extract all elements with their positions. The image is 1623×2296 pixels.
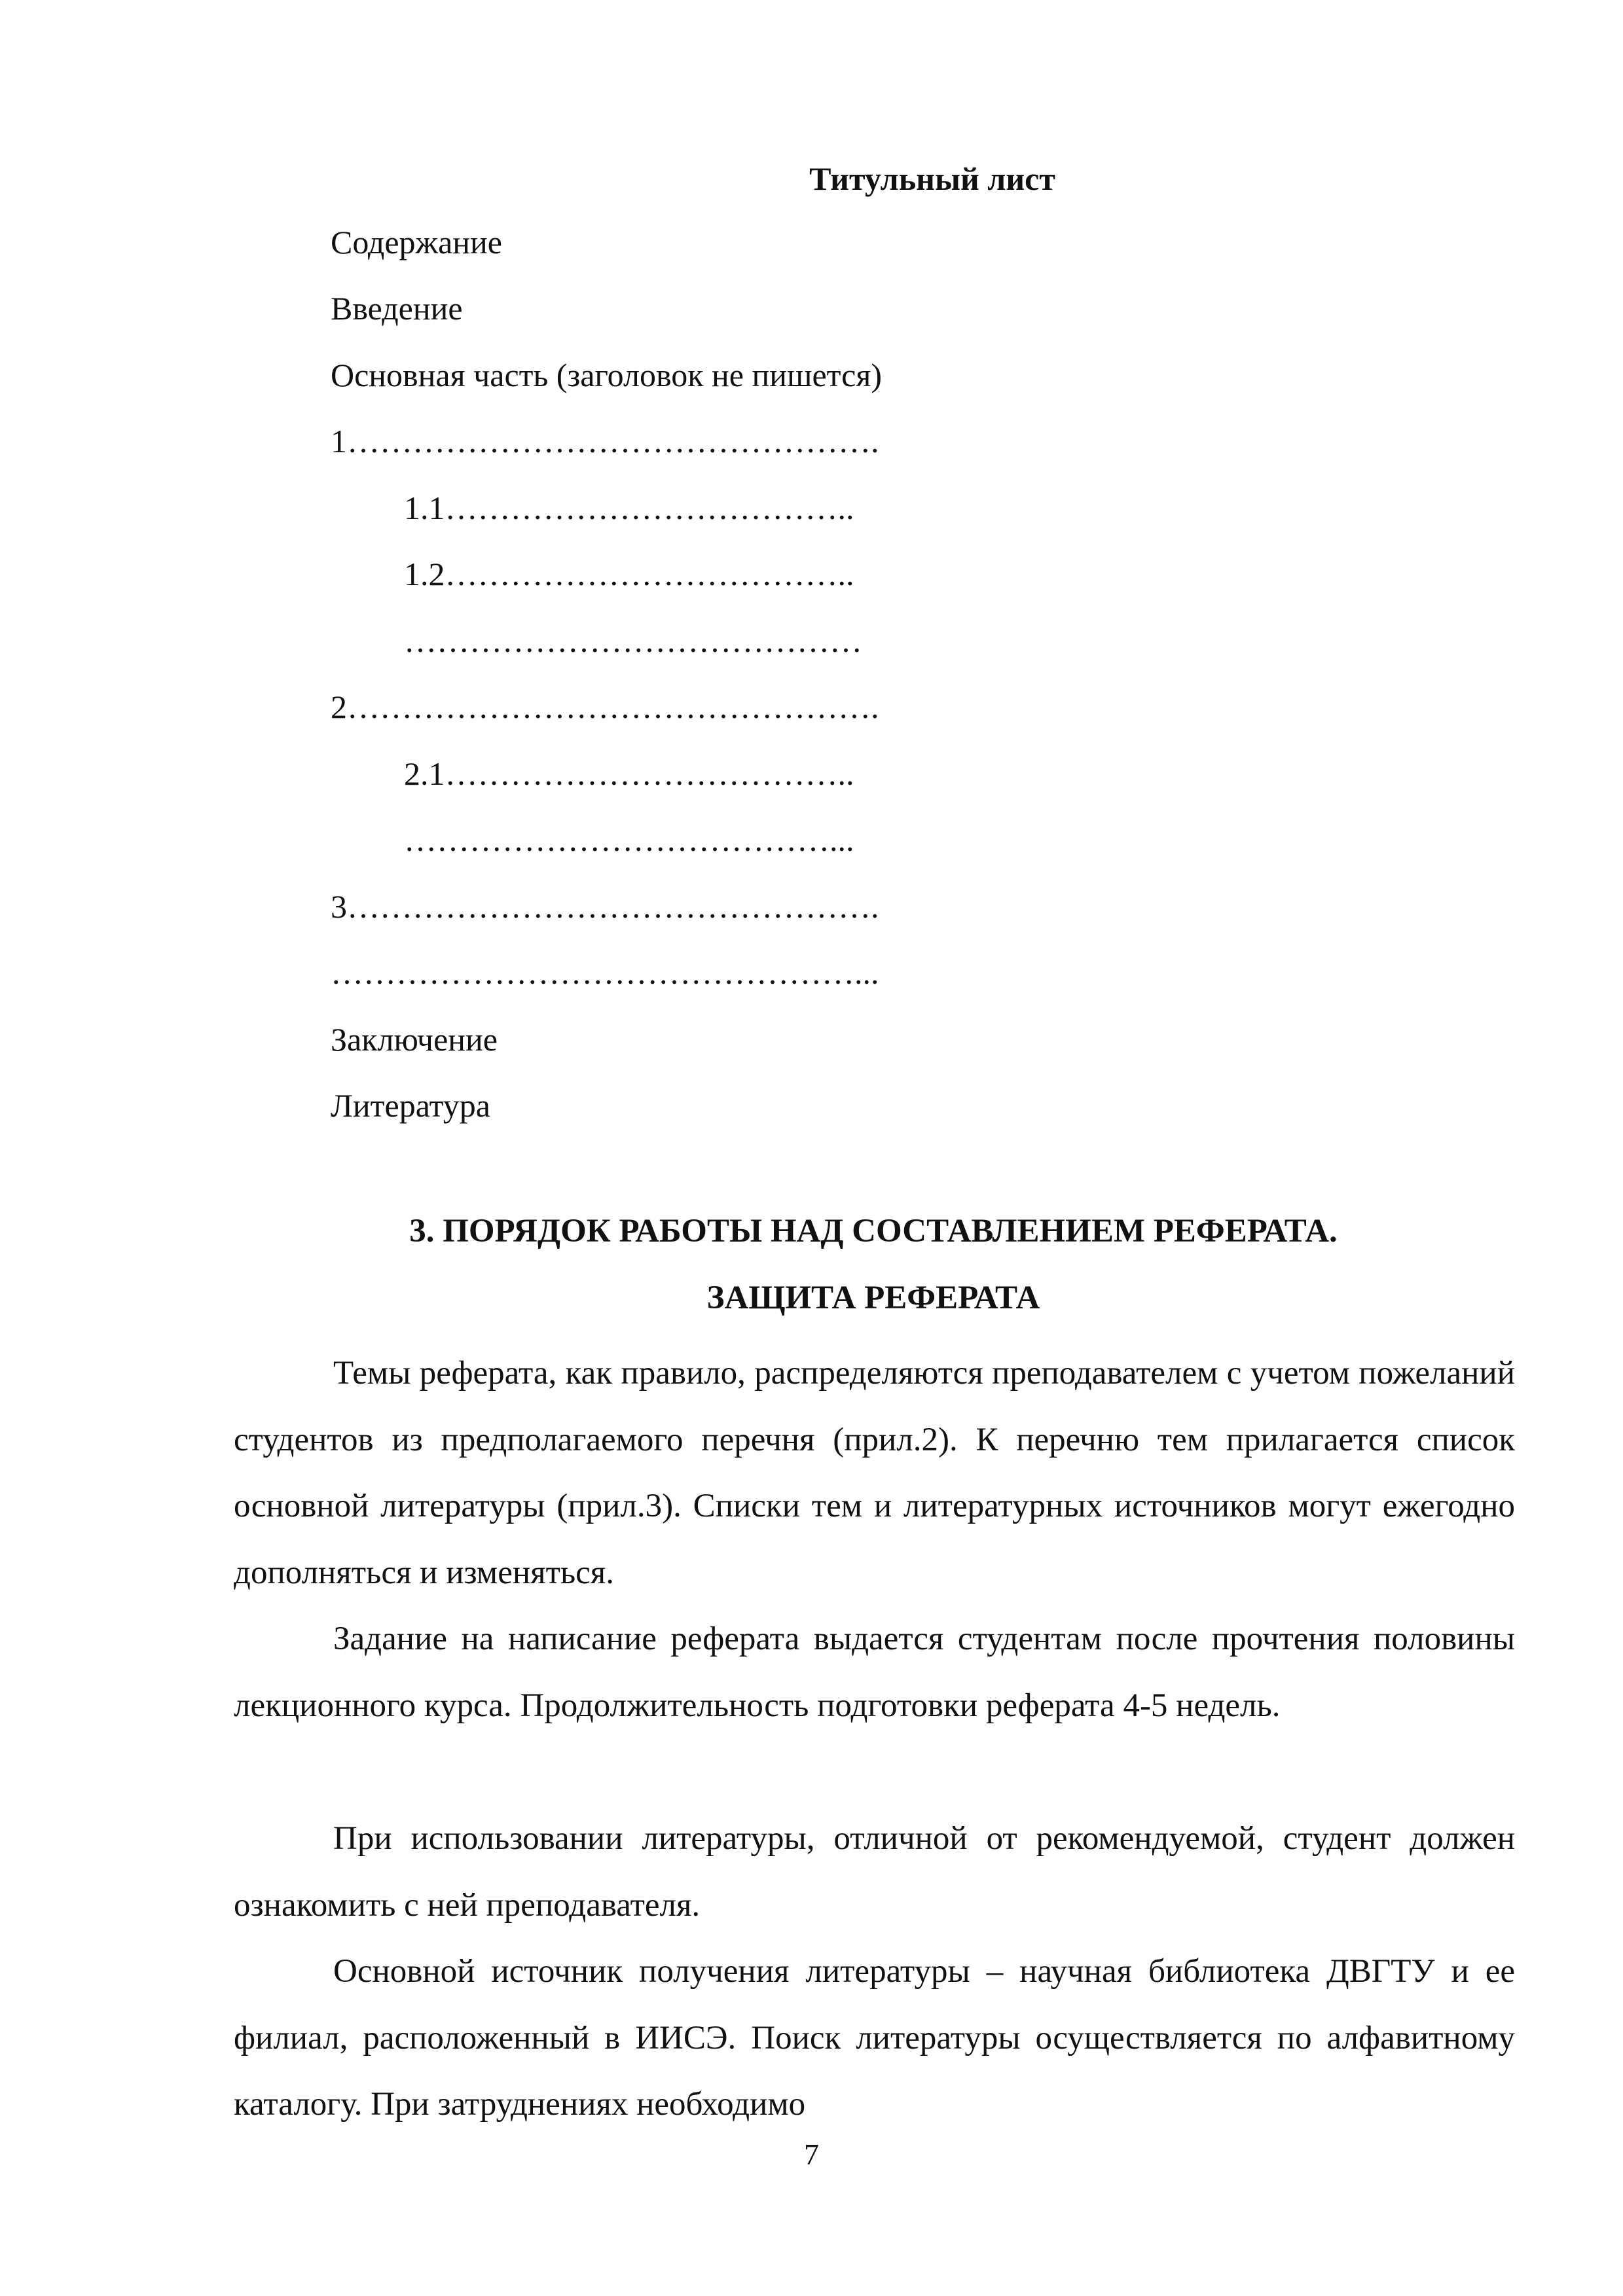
section-heading-line-2: ЗАЩИТА РЕФЕРАТА bbox=[706, 1280, 1040, 1316]
toc-item-section-1-2: 1.2……………………………….. bbox=[404, 556, 854, 592]
toc-item-main-part: Основная часть (заголовок не пишется) bbox=[331, 357, 882, 393]
toc-item-section-2-1: 2.1……………………………….. bbox=[404, 755, 854, 792]
page-number: 7 bbox=[804, 2138, 819, 2171]
toc-item-section-2-more: …………………………………... bbox=[404, 821, 854, 858]
section-heading-line-1: 3. ПОРЯДОК РАБОТЫ НАД СОСТАВЛЕНИЕМ РЕФЕРАТА. bbox=[409, 1213, 1338, 1249]
toc-item-section-1-1: 1.1……………………………….. bbox=[404, 490, 854, 526]
toc-item-section-1-more: …………………………………… bbox=[404, 622, 862, 659]
toc-item-chapter-more: …………………………………………... bbox=[331, 954, 879, 991]
toc-item-introduction: Введение bbox=[331, 290, 463, 327]
toc-item-chapter-1: 1…………………………………………. bbox=[331, 423, 879, 459]
toc-item-chapter-3: 3…………………………………………. bbox=[331, 888, 879, 925]
toc-title: Титульный лист bbox=[809, 160, 1055, 197]
toc-item-contents: Содержание bbox=[331, 224, 502, 260]
paragraph-topics: Темы реферата, как правило, распределяются преподавателем с учетом пожеланий студентов из предполагаемого перечня (прил.2). К перечню тем прилагается список основной литературы (прил.3). Списки тем и литературных источников могут ежегодно дополняться и изменяться. bbox=[234, 1355, 1515, 1591]
paragraph-assignment: Задание на написание реферата выдается студентам после прочтения половины лекционного курса. Продолжительность подготовки реферата 4-5 недель. bbox=[234, 1621, 1515, 1724]
paragraph-library: Основной источник получения литературы – научная библиотека ДВГТУ и ее филиал, расположенный в ИИСЭ. Поиск литературы осуществляется по алфавитному каталогу. При затруднениях необходимо bbox=[234, 1953, 1515, 2123]
toc-item-chapter-2: 2…………………………………………. bbox=[331, 689, 879, 725]
toc-item-literature: Литература bbox=[331, 1087, 490, 1124]
paragraph-other-literature: При использовании литературы, отличной от рекомендуемой, студент должен ознакомить с ней преподавателя. bbox=[234, 1820, 1515, 1924]
toc-item-conclusion: Заключение bbox=[331, 1021, 498, 1058]
